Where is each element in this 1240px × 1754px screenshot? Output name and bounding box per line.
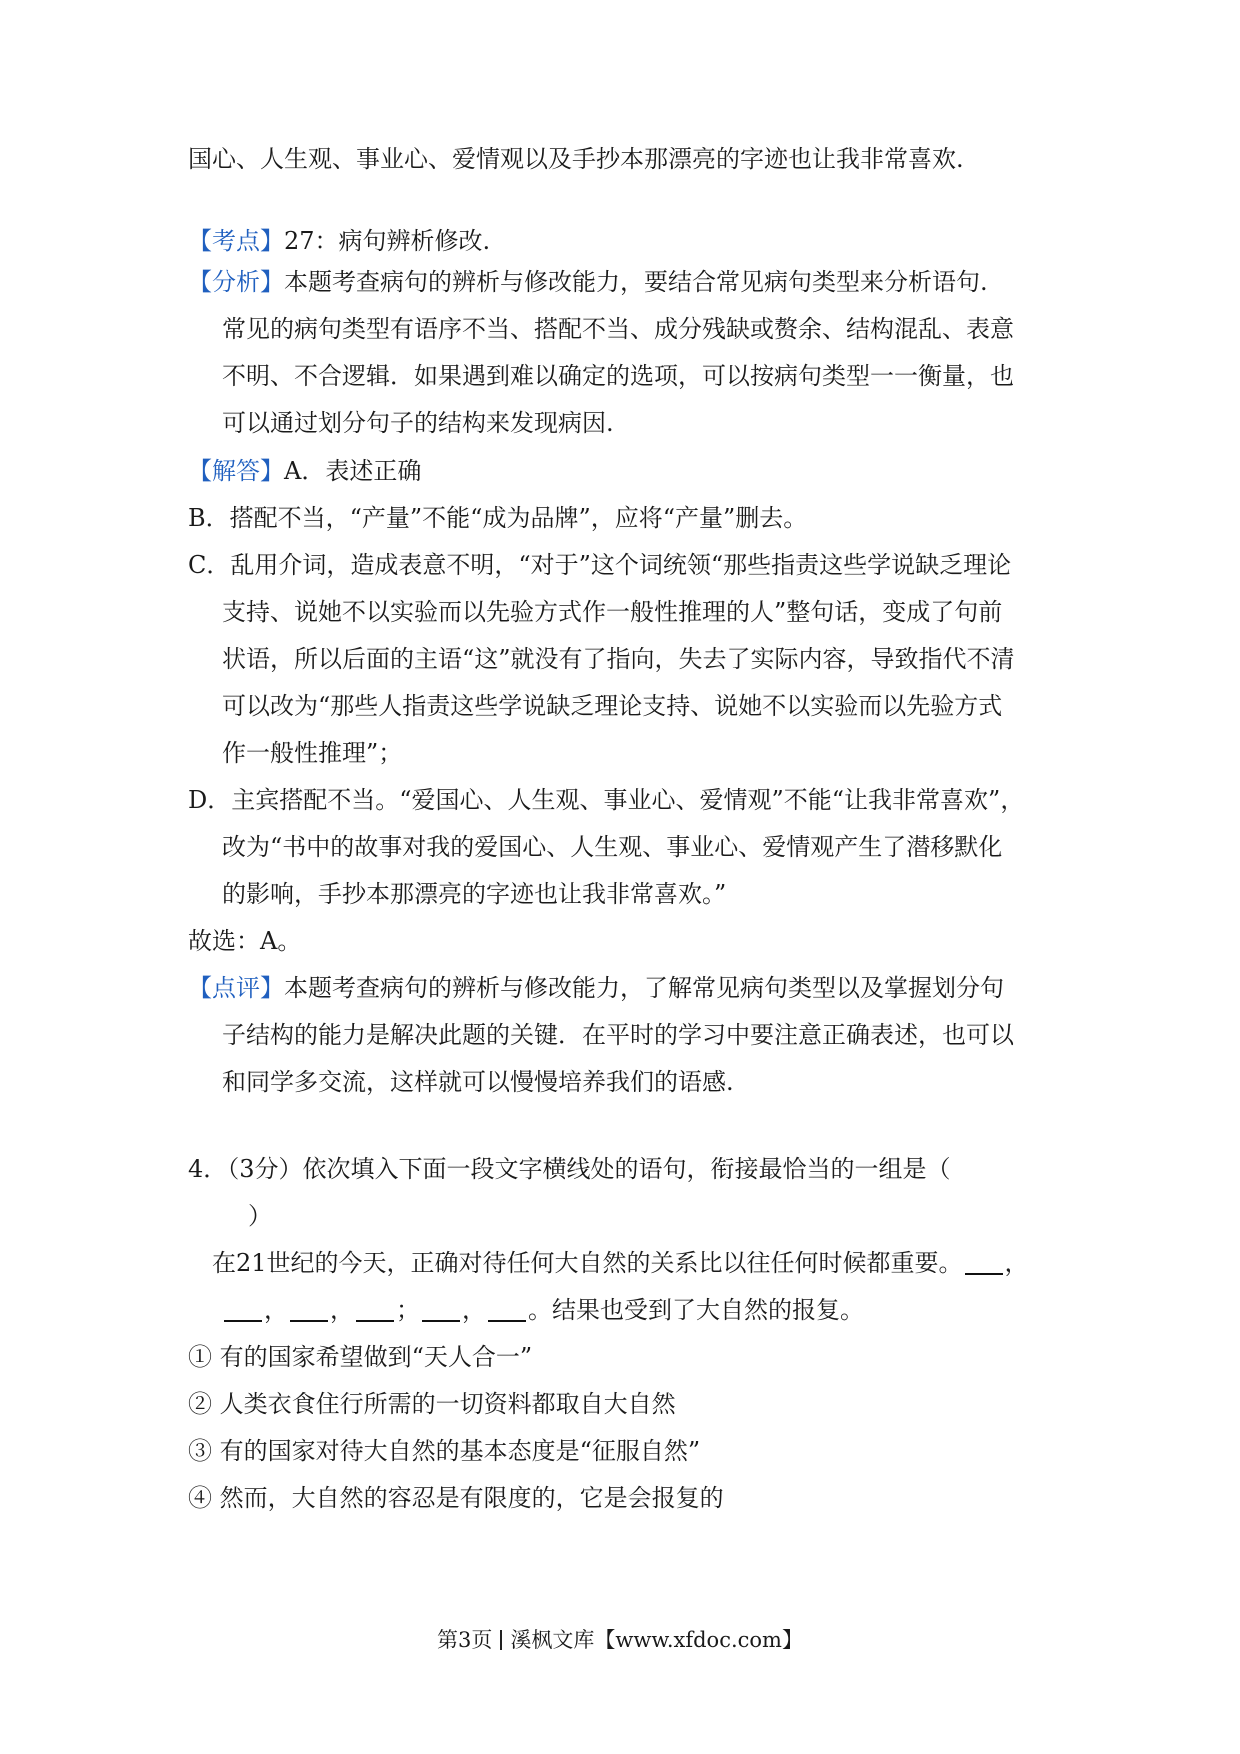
- punct: ，: [264, 1296, 288, 1324]
- option-1: ① 有的国家希望做到“天人合一”: [188, 1343, 533, 1371]
- question-4-stem: 4．（3分）依次填入下面一段文字横线处的语句，衔接最恰当的一组是（: [188, 1155, 951, 1183]
- fenxi-text: 本题考查病句的辨析与修改能力，要结合常见病句类型来分析语句.: [284, 268, 988, 296]
- text-line: 子结构的能力是解决此题的关键．在平时的学习中要注意正确表述，也可以: [222, 1021, 1014, 1049]
- answer-blank[interactable]: [224, 1296, 262, 1322]
- answer-blank[interactable]: [965, 1249, 1003, 1275]
- text-line: 故选：A。: [188, 927, 302, 955]
- text-line: 国心、人生观、事业心、爱情观以及手抄本那漂亮的字迹也让我非常喜欢.: [188, 145, 964, 173]
- text-line: 改为“书中的故事对我的爱国心、人生观、事业心、爱情观产生了潜移默化: [222, 833, 1003, 861]
- passage-text: 。结果也受到了大自然的报复。: [528, 1296, 864, 1324]
- question-4-passage: [212, 1246, 1029, 1280]
- text-line: ）: [248, 1202, 272, 1230]
- text-line: 可以改为“那些人指责这些学说缺乏理论支持、说她不以实验而以先验方式: [222, 692, 1003, 720]
- page-footer: [0, 1626, 1240, 1654]
- dianping-line: [188, 971, 1004, 1005]
- punct: ，: [330, 1296, 354, 1324]
- passage-text: 在21世纪的今天，正确对待任何大自然的关系比以往任何时候都重要。: [212, 1249, 963, 1277]
- dianping-text: 本题考查病句的辨析与修改能力，了解常见病句类型以及掌握划分句: [284, 974, 1004, 1002]
- option-3: ③ 有的国家对待大自然的基本态度是“征服自然”: [188, 1437, 701, 1465]
- text-line: 常见的病句类型有语序不当、搭配不当、成分残缺或赘余、结构混乱、表意: [222, 315, 1014, 343]
- text-line: D．主宾搭配不当。“爱国心、人生观、事业心、爱情观”不能“让我非常喜欢”，: [188, 786, 1025, 814]
- kaodian-line: [188, 224, 490, 258]
- answer-blank[interactable]: [488, 1296, 526, 1322]
- answer-blank[interactable]: [356, 1296, 394, 1322]
- site-name: 溪枫文库【www.xfdoc.com】: [510, 1628, 803, 1652]
- text-line: 状语，所以后面的主语“这”就没有了指向，失去了实际内容，导致指代不清: [222, 645, 1015, 673]
- jieda-text: A．表述正确: [284, 457, 422, 485]
- text-line: B．搭配不当，“产量”不能“成为品牌”，应将“产量”删去。: [188, 504, 808, 532]
- text-line: 可以通过划分句子的结构来发现病因.: [222, 409, 614, 437]
- kaodian-tag: 【考点】: [188, 227, 284, 255]
- text-line: 作一般性推理”；: [222, 739, 403, 767]
- punct: ，: [1004, 1249, 1029, 1277]
- option-4: ④ 然而，大自然的容忍是有限度的，它是会报复的: [188, 1484, 724, 1512]
- dianping-tag: 【点评】: [188, 974, 284, 1002]
- jieda-line: [188, 454, 421, 488]
- text-line: 的影响，手抄本那漂亮的字迹也让我非常喜欢。”: [222, 880, 727, 908]
- text-line: 和同学多交流，这样就可以慢慢培养我们的语感.: [222, 1068, 734, 1096]
- fenxi-tag: 【分析】: [188, 268, 284, 296]
- text-line: C．乱用介词，造成表意不明，“对于”这个词统领“那些指责这些学说缺乏理论: [188, 551, 1012, 579]
- answer-blank[interactable]: [422, 1296, 460, 1322]
- jieda-tag: 【解答】: [188, 457, 284, 485]
- question-4-passage: [222, 1293, 864, 1327]
- punct: ，: [462, 1296, 486, 1324]
- text-line: 不明、不合逻辑．如果遇到难以确定的选项，可以按病句类型一一衡量，也: [222, 362, 1014, 390]
- punct: ；: [396, 1296, 420, 1324]
- fenxi-line: [188, 265, 988, 299]
- footer-divider: [500, 1630, 502, 1650]
- kaodian-text: 27：病句辨析修改.: [284, 227, 491, 255]
- option-2: ② 人类衣食住行所需的一切资料都取自大自然: [188, 1390, 676, 1418]
- text-line: 支持、说她不以实验而以先验方式作一般性推理的人”整句话，变成了句前: [222, 598, 1003, 626]
- answer-blank[interactable]: [290, 1296, 328, 1322]
- page-number: 第3页: [437, 1628, 493, 1652]
